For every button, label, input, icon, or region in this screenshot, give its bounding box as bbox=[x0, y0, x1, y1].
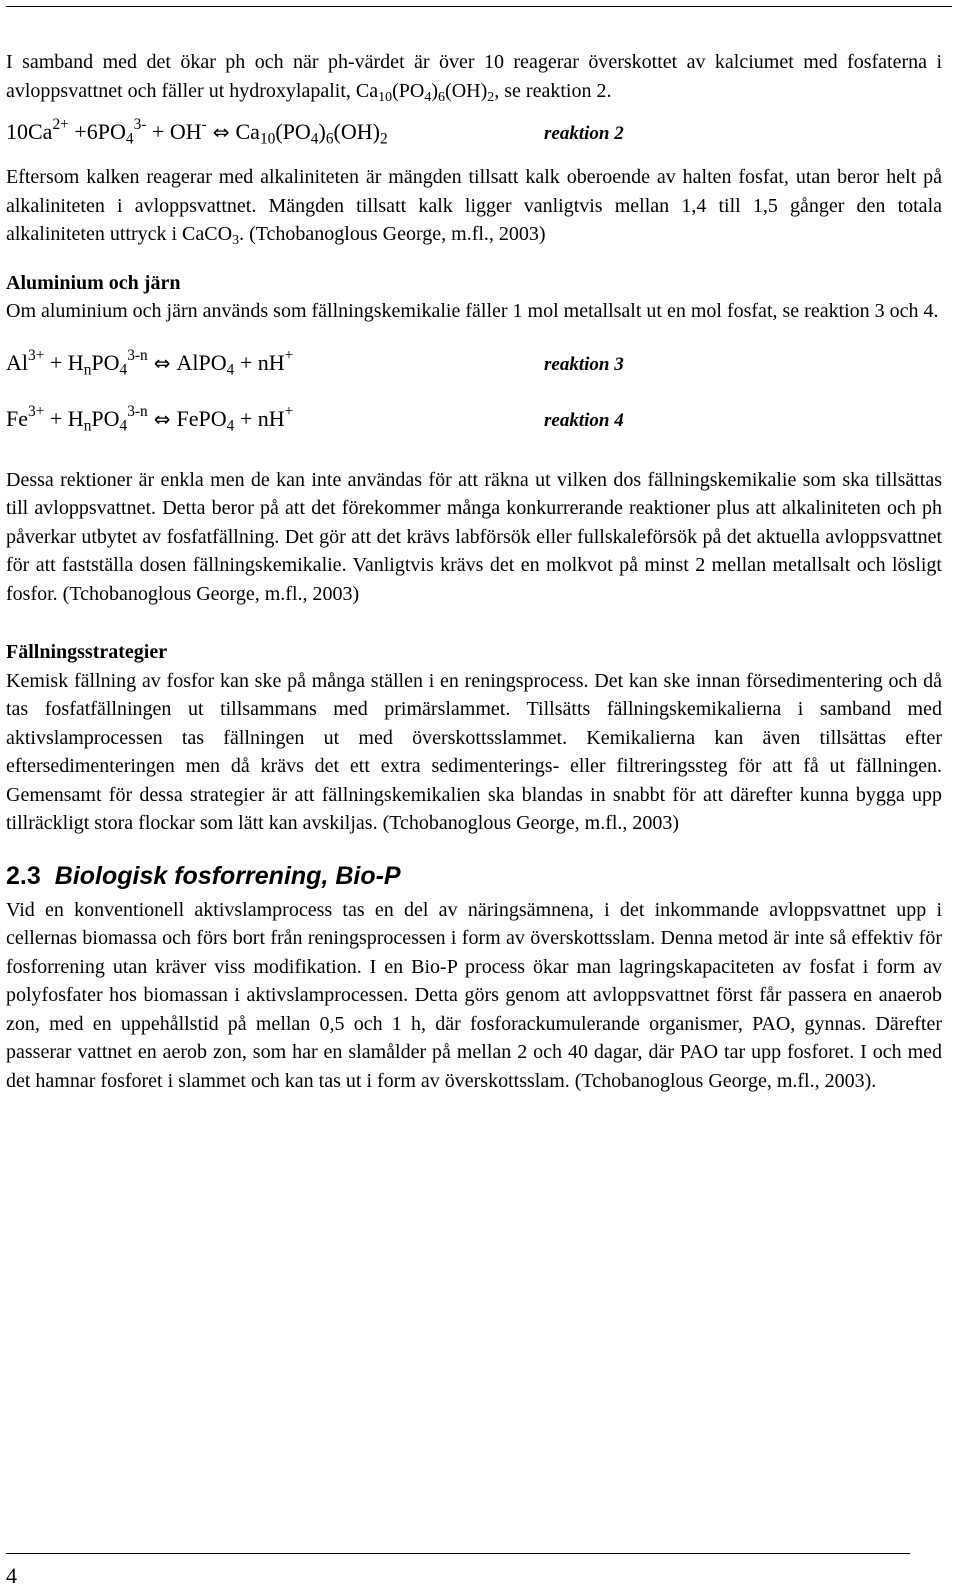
equation-reaction-3 bbox=[6, 326, 942, 384]
equilibrium-arrow-icon: ⇔ bbox=[212, 120, 230, 144]
equation-formula: $10Ca^{2+} +6PO_4^{3-} + OH^-$ ⇔ $Ca_{10}(PO_4)_6(OH)_2$ bbox=[6, 116, 388, 148]
paragraph-bio-p: Vid en konventionell aktivslamprocess tas en del av näringsämnena, i det inkommande avloppsvattnet upp i cellernas biomassa och förs bort från reningsprocessen i form av överskottsslam. Denna metod är inte så effektiv för fosforrening utan kräver viss modifikation. I en Bio-P process ökar man lagringskapaciteten av fosfat i form av polyfosfater hos biomassan i aktivslamprocessen. Detta görs genom att avloppsvattnet först får passera en anaerob zon, med en uppehållstid på mellan 0,5 och 1 h, där fosforackumulerande organismer, PAO, gynnas. Därefter passerar vattnet en aerob zon, som har en slamålder på mellan 2 och 40 dagar, där PAO tar upp fosforet. I och med det hamnar fosforet i slammet och kan tas ut i form av överskottsslam. (Tchobanoglous George, m.fl., 2003). bbox=[6, 898, 942, 1092]
paragraph-aluminium-iron: Om aluminium och järn används som fällningskemikalie fäller 1 mol metallsalt ut en mol fosfat, se reaktion 3 och 4. bbox=[6, 300, 939, 322]
reaction-label: reaktion 4 bbox=[544, 409, 624, 431]
paragraph-lime-precipitation: I samband med det ökar ph och när ph-värdet är över 10 reagerar överskottet av kalciumet med fosfaterna i avloppsvattnet och fäller ut hydroxylapalit, $Ca_{10}(PO_4)_6(OH)_2$, se reaktion 2. bbox=[6, 51, 942, 105]
section-title: Biologisk fosforrening, Bio-P bbox=[54, 861, 401, 890]
equation-formula: $Al^{3+} + H_nPO_4^{3-n}$ ⇔ AlPO$_4$ + nH+ bbox=[6, 346, 294, 379]
heading-aluminium-iron: Aluminium och järn bbox=[6, 271, 181, 294]
document-body bbox=[6, 48, 942, 1095]
equilibrium-arrow-icon: ⇔ bbox=[153, 406, 171, 431]
equation-formula: $Fe^{3+} + H_nPO_4^{3-n}$ ⇔ FePO$_4$ + nH+ bbox=[6, 402, 294, 435]
page-number: 4 bbox=[6, 1563, 17, 1588]
paragraph-dose-determination: Dessa rektioner är enkla men de kan inte användas för att räkna ut vilken dos fällningskemikalie som ska tillsättas till avloppsvattnet. Detta beror på att det förekommer många konkurrerande reaktioner plus att alkaliniteten och ph påverkar utbytet av fosfatfällning. Det gör att det krävs labförsök eller fullskaleförsök på det aktuella avloppsvattnet för att fastställa dosen fällningskemikalie. Vanligtvis krävs det en molkvot på minst 2 mellan metallsalt och lösligt fosfor. (Tchobanoglous George, m.fl., 2003) bbox=[6, 468, 942, 605]
footer-rule bbox=[6, 1553, 910, 1554]
equation-reaction-2 bbox=[6, 105, 942, 153]
heading-precipitation-strategies: Fällningsstrategier bbox=[6, 641, 168, 663]
section-heading-bio-p bbox=[6, 858, 942, 894]
paragraph-precipitation-strategies: Kemisk fällning av fosfor kan ske på många ställen i en reningsprocess. Det kan ske innan försedimentering och då tas fosfatfällningen ut tillsammans med primärslammet. Tillsätts fällningskemikalierna i samband med aktivslamprocessen tas fällningen ut med överskottsslammet. Kemikalierna kan även tillsättas efter eftersedimenteringen men då krävs det ett extra sedimenterings- eller filtreringssteg för att få ut fällningen. Gemensamt för dessa strategier är att fällningskemikalien ska blandas in snabbt för att därefter kunna bygga upp tillräckligt stora flockar som lätt kan avskiljas. (Tchobanoglous George, m.fl., 2003) bbox=[6, 669, 942, 834]
equilibrium-arrow-icon: ⇔ bbox=[153, 350, 171, 375]
header-rule bbox=[6, 6, 952, 7]
paragraph-lime-alkalinity: Eftersom kalken reagerar med alkaliniteten är mängden tillsatt kalk oberoende av halten fosfat, utan beror helt på alkaliniteten i avloppsvattnet. Mängden tillsatt kalk ligger vanligtvis mellan 1,4 till 1,5 gånger den totala alkaliniteten uttryck i CaCO$_3$. (Tchobanoglous George, m.fl., 2003) bbox=[6, 166, 942, 249]
reaction-label: reaktion 2 bbox=[544, 123, 624, 144]
section-number: 2.3 bbox=[6, 861, 41, 890]
equation-reaction-4 bbox=[6, 384, 942, 446]
reaction-label: reaktion 3 bbox=[544, 353, 624, 375]
